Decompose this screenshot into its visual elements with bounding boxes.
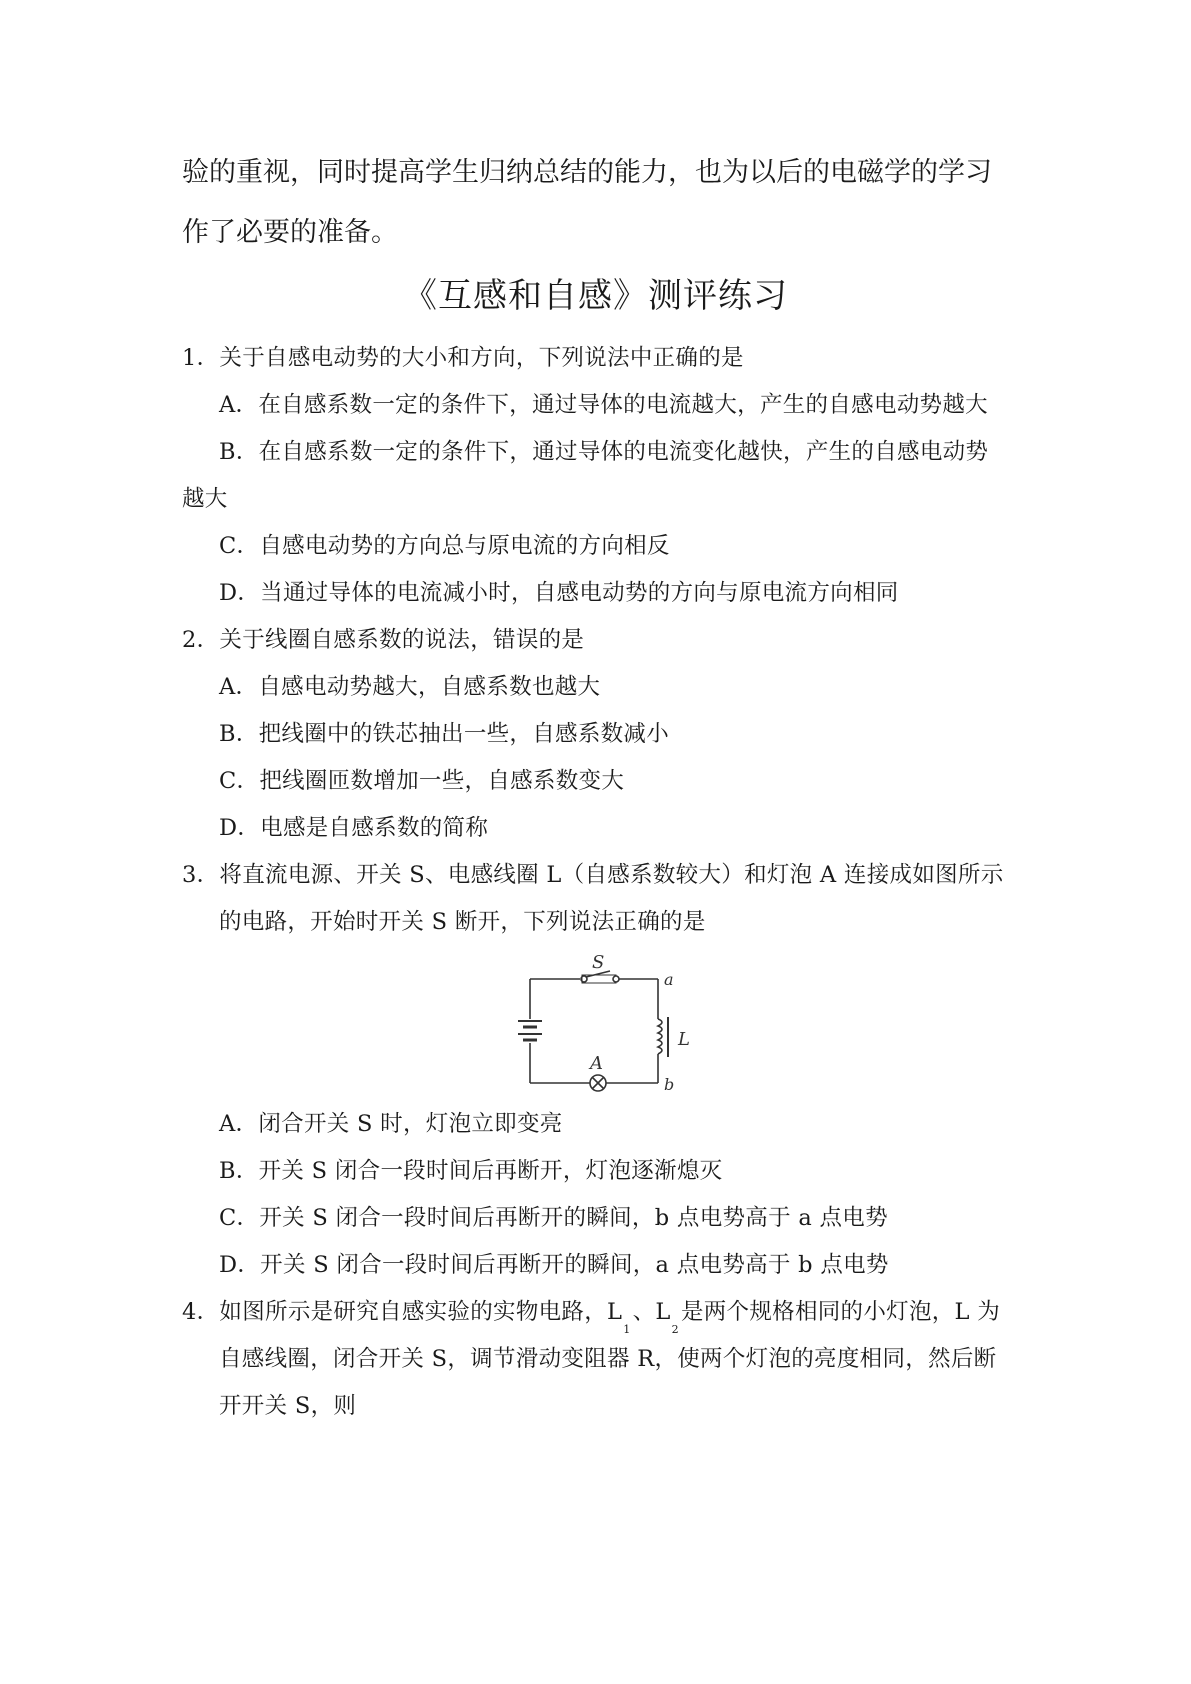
intro-line-2: 作了必要的准备。 <box>182 217 398 248</box>
question-2-stem: 2．关于线圈自感系数的说法，错误的是 <box>182 627 585 653</box>
question-3-option-d: D．开关 S 闭合一段时间后再断开的瞬间，a 点电势高于 b 点电势 <box>219 1252 889 1278</box>
question-4-stem-part-3: 是两个规格相同的小灯泡，L 为 <box>680 1299 1001 1325</box>
question-1-option-a: A．在自感系数一定的条件下，通过导体的电流越大，产生的自感电动势越大 <box>219 392 988 418</box>
question-2-option-a: A．自感电动势越大，自感系数也越大 <box>219 674 601 700</box>
question-4-stem-cont-2: 开开关 S，则 <box>219 1393 357 1419</box>
coil-l <box>658 1019 662 1054</box>
subscript-2: 2 <box>671 1323 679 1336</box>
question-4-stem-part-1: 4．如图所示是研究自感实验的实物电路，L <box>182 1299 623 1325</box>
question-3-option-c: C．开关 S 闭合一段时间后再断开的瞬间，b 点电势高于 a 点电势 <box>219 1205 888 1231</box>
question-1-stem: 1．关于自感电动势的大小和方向，下列说法中正确的是 <box>182 345 744 371</box>
question-2-option-c: C．把线圈匝数增加一些，自感系数变大 <box>219 768 625 794</box>
question-3-stem-cont: 的电路，开始时开关 S 断开，下列说法正确的是 <box>219 909 706 935</box>
question-2-option-d: D．电感是自感系数的简称 <box>219 815 489 841</box>
question-1-option-b-cont: 越大 <box>182 486 228 512</box>
label-point-a: a <box>664 970 674 989</box>
question-2-option-b: B．把线圈中的铁芯抽出一些，自感系数减小 <box>219 721 670 747</box>
question-1-option-b: B．在自感系数一定的条件下，通过导体的电流变化越快，产生的自感电动势 <box>219 439 989 465</box>
label-l: L <box>678 1029 690 1050</box>
question-4-stem-cont-1: 自感线圈，闭合开关 S，调节滑动变阻器 R，使两个灯泡的亮度相同，然后断 <box>219 1346 997 1372</box>
label-a-lamp: A <box>590 1053 603 1074</box>
question-1-option-d: D．当通过导体的电流减小时，自感电动势的方向与原电流方向相同 <box>219 580 899 606</box>
question-3-option-b: B．开关 S 闭合一段时间后再断开，灯泡逐渐熄灭 <box>219 1158 723 1184</box>
question-4-stem-part-2: 、L <box>632 1299 671 1325</box>
question-3-option-a: A．闭合开关 S 时，灯泡立即变亮 <box>219 1111 563 1137</box>
subscript-1: 1 <box>623 1323 631 1336</box>
circuit-diagram <box>506 955 706 1095</box>
question-1-option-c: C．自感电动势的方向总与原电流的方向相反 <box>219 533 670 559</box>
page-title: 《互感和自感》测评练习 <box>403 276 788 316</box>
label-s: S <box>592 955 605 973</box>
label-point-b: b <box>664 1075 675 1094</box>
switch-contact-right <box>613 976 619 982</box>
intro-line-1: 验的重视，同时提高学生归纳总结的能力，也为以后的电磁学的学习 <box>182 157 992 188</box>
question-3-stem: 3．将直流电源、开关 S、电感线圈 L（自感系数较大）和灯泡 A 连接成如图所示 <box>182 862 1004 888</box>
question-4-stem <box>182 1294 1001 1336</box>
